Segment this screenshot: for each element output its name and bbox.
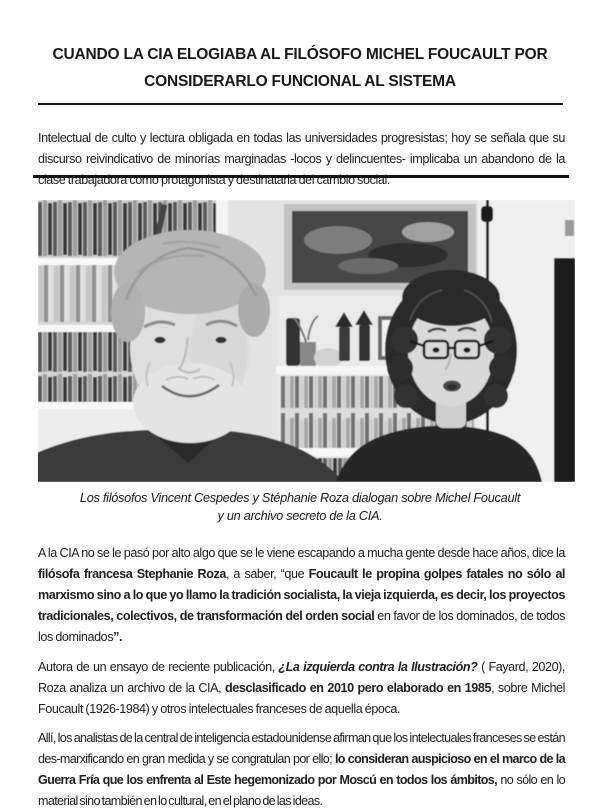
photo-caption: [0, 489, 600, 525]
photo-caption-line1: Los filósofos Vincent Cespedes y Stéphanie Roza dialogan sobre Michel Foucault: [79, 490, 521, 505]
page-title-line1: CUANDO LA CIA ELOGIABA AL FILÓSOFO MICHEL FOUCAULT POR: [52, 46, 548, 64]
photo-caption-line2: y un archivo secreto de la CIA.: [217, 508, 383, 523]
body-paragraph-3: Allí, los analistas de la central de inteligencia estadounidense afirman que los intelectuales franceses se están des-marxificando en gran medida y se congratulan por ello; lo consideran auspicioso en el marco de la Guerra Fría que los enfrenta al Este hegemonizado por Moscú en todos los ámbitos, no sólo en lo material sino también en lo cultural, en el plano de las ideas.: [38, 730, 566, 808]
page-title-line2: CONSIDERARLO FUNCIONAL AL SISTEMA: [144, 73, 456, 91]
tv-screen: [554, 258, 575, 482]
divider-line-bottom: [33, 175, 569, 178]
photo-two-philosophers: [38, 200, 575, 482]
body-paragraph-1: A la CIA no se le pasó por alto algo que se le viene escapando a mucha gente desde hace años, dice la filósofa francesa Stephanie Roza, a saber, “que Foucault le propina golpes fatales no sólo al marxismo sino a lo que yo llamo la tradición socialista, la vieja izquierda, es decir, los proyectos tradicionales, colectivos, de transformación del orden social en favor de los dominados, de todos los dominados”.: [38, 545, 566, 644]
intro-paragraph: Intelectual de culto y lectura obligada en todas las universidades progresistas; hoy se señala que su discurso reivindicativo de minorías marginadas -locos y delincuentes- implicaba un abandono de la clase trabajadora como protagonista y destinataria del cambio social.: [38, 130, 565, 187]
page-title: [0, 41, 600, 95]
photo-illustration: [38, 200, 575, 482]
divider-line-top: [38, 103, 563, 105]
body-paragraph-2: Autora de un ensayo de reciente publicación, ¿La izquierda contra la Ilustración? ( Fayard, 2020), Roza analiza un archivo de la CIA, desclasificado en 2010 pero elaborado en 1985, sobre Michel Foucault (1926-1984) y otros intelectuales franceses de aquella época.: [38, 659, 566, 716]
